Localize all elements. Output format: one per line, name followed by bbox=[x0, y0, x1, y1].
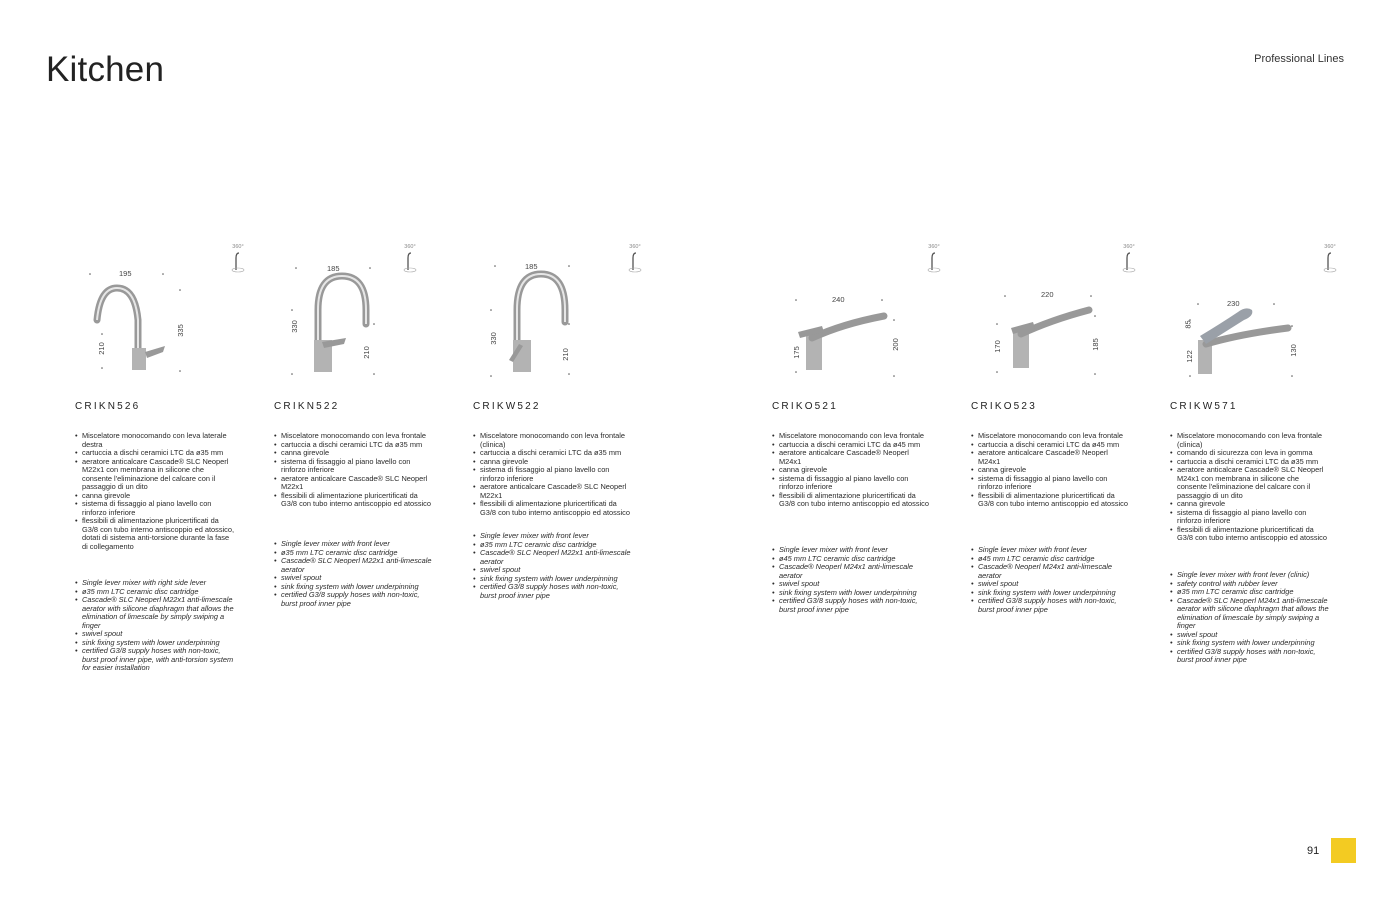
dimension-right: 210 bbox=[560, 348, 570, 361]
list-item: • sink fixing system with lower underpinning bbox=[274, 583, 434, 592]
dimension-top: 220 bbox=[1041, 290, 1054, 299]
list-item: • ø35 mm LTC ceramic disc cartridge bbox=[274, 549, 434, 558]
list-item: • Miscelatore monocomando con leva frontale bbox=[274, 432, 434, 441]
list-item: • Single lever mixer with right side lever bbox=[75, 579, 235, 588]
list-item: • flessibili di alimentazione pluricertificati da G3/8 con tubo interno antiscoppio ed atossico bbox=[772, 492, 932, 509]
dimension-top: 195 bbox=[119, 269, 132, 278]
list-item: • Miscelatore monocomando con leva laterale destra bbox=[75, 432, 235, 449]
list-item: • Miscelatore monocomando con leva frontale (clinica) bbox=[473, 432, 633, 449]
list-item: • cartuccia a dischi ceramici LTC da ø45 mm bbox=[772, 441, 932, 450]
list-item: • sink fixing system with lower underpinning bbox=[971, 589, 1131, 598]
italian-features-list bbox=[75, 432, 235, 551]
list-item: • Cascade® SLC Neoperl M22x1 anti-limescale aerator bbox=[473, 549, 633, 566]
faucet-illustration bbox=[1170, 240, 1350, 390]
list-item: • aeratore anticalcare Cascade® Neoperl M24x1 bbox=[971, 449, 1131, 466]
list-item: • certified G3/8 supply hoses with non-toxic, burst proof inner pipe bbox=[473, 583, 633, 600]
list-item: • canna girevole bbox=[971, 466, 1131, 475]
dimension-top: 230 bbox=[1227, 299, 1240, 308]
italian-features-list bbox=[274, 432, 434, 509]
list-item: • sink fixing system with lower underpinning bbox=[75, 639, 235, 648]
list-item: • canna girevole bbox=[473, 458, 633, 467]
product-crikn526 bbox=[75, 240, 255, 672]
product-crikw522 bbox=[473, 240, 653, 600]
dimension-right: 185 bbox=[1090, 338, 1100, 351]
list-item: • ø35 mm LTC ceramic disc cartridge bbox=[1170, 588, 1330, 597]
faucet-illustration bbox=[971, 240, 1151, 390]
list-item: • swivel spout bbox=[473, 566, 633, 575]
faucet-illustration bbox=[473, 240, 653, 390]
faucet-icon bbox=[274, 240, 454, 390]
list-item: • certified G3/8 supply hoses with non-toxic, burst proof inner pipe, with anti-torsion system for easier installation bbox=[75, 647, 235, 673]
rotation-360-icon: 360° bbox=[400, 244, 420, 276]
italian-features-list bbox=[473, 432, 633, 517]
english-features-list bbox=[274, 540, 434, 608]
english-features-list bbox=[473, 532, 633, 600]
list-item: • swivel spout bbox=[772, 580, 932, 589]
product-criko521 bbox=[772, 240, 952, 614]
list-item: • aeratore anticalcare Cascade® SLC Neoperl M22x1 bbox=[274, 475, 434, 492]
list-item: • Single lever mixer with front lever bbox=[772, 546, 932, 555]
accent-square bbox=[1331, 838, 1356, 863]
faucet-illustration bbox=[274, 240, 454, 390]
list-item: • flessibili di alimentazione pluricertificati da G3/8 con tubo interno antiscoppio ed atossico bbox=[274, 492, 434, 509]
english-features-list bbox=[1170, 571, 1330, 665]
dimension-left: 330 bbox=[488, 332, 498, 345]
list-item: • sistema di fissaggio al piano lavello con rinforzo inferiore bbox=[274, 458, 434, 475]
list-item: • Cascade® SLC Neoperl M22x1 anti-limescale aerator with silicone diaphragm that allows the elimination of limescale by simply swiping a finger bbox=[75, 596, 235, 630]
product-code: CRIKW571 bbox=[1170, 401, 1238, 412]
list-item: • canna girevole bbox=[274, 449, 434, 458]
list-item: • aeratore anticalcare Cascade® SLC Neoperl M22x1 bbox=[473, 483, 633, 500]
list-item: • sink fixing system with lower underpinning bbox=[1170, 639, 1330, 648]
list-item: • Cascade® Neoperl M24x1 anti-limescale aerator bbox=[772, 563, 932, 580]
dimension-right: 210 bbox=[361, 346, 371, 359]
dimension-top: 240 bbox=[832, 295, 845, 304]
list-item: • flessibili di alimentazione pluricertificati da G3/8 con tubo interno antiscoppio ed atossico bbox=[1170, 526, 1330, 543]
list-item: • canna girevole bbox=[75, 492, 235, 501]
list-item: • cartuccia a dischi ceramici LTC da ø35 mm bbox=[473, 449, 633, 458]
product-criko523 bbox=[971, 240, 1151, 614]
faucet-illustration bbox=[772, 240, 952, 390]
list-item: • Miscelatore monocomando con leva frontale (clinica) bbox=[1170, 432, 1330, 449]
italian-features-list bbox=[971, 432, 1131, 509]
list-item: • certified G3/8 supply hoses with non-toxic, burst proof inner pipe bbox=[274, 591, 434, 608]
list-item: • swivel spout bbox=[75, 630, 235, 639]
faucet-illustration bbox=[75, 240, 255, 390]
list-item: • ø35 mm LTC ceramic disc cartridge bbox=[473, 541, 633, 550]
page-title: Kitchen bbox=[46, 50, 165, 89]
list-item: • cartuccia a dischi ceramici LTC da ø35 mm bbox=[274, 441, 434, 450]
dimension-left: 122 bbox=[1184, 350, 1194, 363]
english-features-list bbox=[971, 546, 1131, 614]
dimension-top: 185 bbox=[327, 264, 340, 273]
list-item: • flessibili di alimentazione pluricertificati da G3/8 con tubo interno antiscoppio ed atossico bbox=[473, 500, 633, 517]
list-item: • Miscelatore monocomando con leva frontale bbox=[971, 432, 1131, 441]
dimension-left: 330 bbox=[289, 320, 299, 333]
list-item: • aeratore anticalcare Cascade® Neoperl M24x1 bbox=[772, 449, 932, 466]
list-item: • Cascade® SLC Neoperl M24x1 anti-limescale aerator with silicone diaphragm that allows the elimination of limescale by simply swiping a finger bbox=[1170, 597, 1330, 631]
list-item: • Single lever mixer with front lever bbox=[971, 546, 1131, 555]
list-item: • swivel spout bbox=[1170, 631, 1330, 640]
dimension-right: 130 bbox=[1288, 344, 1298, 357]
list-item: • flessibili di alimentazione pluricertificati da G3/8 con tubo interno antiscoppio ed atossico bbox=[971, 492, 1131, 509]
list-item: • canna girevole bbox=[1170, 500, 1330, 509]
list-item: • certified G3/8 supply hoses with non-toxic, burst proof inner pipe bbox=[772, 597, 932, 614]
list-item: • Cascade® SLC Neoperl M22x1 anti-limescale aerator bbox=[274, 557, 434, 574]
list-item: • certified G3/8 supply hoses with non-toxic, burst proof inner pipe bbox=[1170, 648, 1330, 665]
rotation-360-icon: 360° bbox=[625, 244, 645, 276]
product-crikn522 bbox=[274, 240, 454, 608]
list-item: • cartuccia a dischi ceramici LTC da ø35 mm bbox=[75, 449, 235, 458]
list-item: • flessibili di alimentazione pluricertificati da G3/8 con tubo interno antiscoppio ed atossico, dotati di sistema anti-torsione durante la fase di collegamento bbox=[75, 517, 235, 551]
list-item: • aeratore anticalcare Cascade® SLC Neoperl M22x1 con membrana in silicone che consente l'eliminazione del calcare con il passaggio di un dito bbox=[75, 458, 235, 492]
list-item: • ø35 mm LTC ceramic disc cartridge bbox=[75, 588, 235, 597]
dimension-left: 170 bbox=[992, 340, 1002, 353]
product-code: CRIKN526 bbox=[75, 401, 141, 412]
rotation-360-icon: 360° bbox=[228, 244, 248, 276]
list-item: • swivel spout bbox=[971, 580, 1131, 589]
product-code: CRIKO521 bbox=[772, 401, 838, 412]
english-features-list bbox=[75, 579, 235, 673]
product-code: CRIKO523 bbox=[971, 401, 1037, 412]
list-item: • safety control with rubber lever bbox=[1170, 580, 1330, 589]
list-item: • ø45 mm LTC ceramic disc cartridge bbox=[772, 555, 932, 564]
list-item: • sink fixing system with lower underpinning bbox=[772, 589, 932, 598]
list-item: • Single lever mixer with front lever (clinic) bbox=[1170, 571, 1330, 580]
list-item: • sistema di fissaggio al piano lavello con rinforzo inferiore bbox=[772, 475, 932, 492]
list-item: • Cascade® Neoperl M24x1 anti-limescale aerator bbox=[971, 563, 1131, 580]
rotation-360-icon: 360° bbox=[1119, 244, 1139, 276]
list-item: • aeratore anticalcare Cascade® SLC Neoperl M24x1 con membrana in silicone che consente l'eliminazione del calcare con il passaggio di un dito bbox=[1170, 466, 1330, 500]
list-item: • Miscelatore monocomando con leva frontale bbox=[772, 432, 932, 441]
list-item: • sink fixing system with lower underpinning bbox=[473, 575, 633, 584]
dimension-left: 210 bbox=[96, 342, 106, 355]
dimension-left-upper: 85 bbox=[1183, 320, 1193, 329]
list-item: • sistema di fissaggio al piano lavello con rinforzo inferiore bbox=[971, 475, 1131, 492]
list-item: • Single lever mixer with front lever bbox=[473, 532, 633, 541]
list-item: • cartuccia a dischi ceramici LTC da ø35 mm bbox=[1170, 458, 1330, 467]
list-item: • comando di sicurezza con leva in gomma bbox=[1170, 449, 1330, 458]
page-number: 91 bbox=[1307, 845, 1320, 857]
list-item: • certified G3/8 supply hoses with non-toxic, burst proof inner pipe bbox=[971, 597, 1131, 614]
list-item: • ø45 mm LTC ceramic disc cartridge bbox=[971, 555, 1131, 564]
list-item: • cartuccia a dischi ceramici LTC da ø45 mm bbox=[971, 441, 1131, 450]
list-item: • swivel spout bbox=[274, 574, 434, 583]
list-item: • sistema di fissaggio al piano lavello con rinforzo inferiore bbox=[75, 500, 235, 517]
dimension-right: 335 bbox=[175, 324, 185, 337]
dimension-top: 185 bbox=[525, 262, 538, 271]
product-crikw571 bbox=[1170, 240, 1350, 664]
italian-features-list bbox=[772, 432, 932, 509]
list-item: • sistema di fissaggio al piano lavello con rinforzo inferiore bbox=[1170, 509, 1330, 526]
rotation-360-icon: 360° bbox=[1320, 244, 1340, 276]
list-item: • sistema di fissaggio al piano lavello con rinforzo inferiore bbox=[473, 466, 633, 483]
english-features-list bbox=[772, 546, 932, 614]
product-code: CRIKN522 bbox=[274, 401, 340, 412]
section-label: Professional Lines bbox=[1254, 53, 1344, 65]
list-item: • canna girevole bbox=[772, 466, 932, 475]
rotation-360-icon: 360° bbox=[924, 244, 944, 276]
dimension-left: 175 bbox=[791, 346, 801, 359]
italian-features-list bbox=[1170, 432, 1330, 543]
list-item: • Single lever mixer with front lever bbox=[274, 540, 434, 549]
product-code: CRIKW522 bbox=[473, 401, 541, 412]
dimension-right: 200 bbox=[890, 338, 900, 351]
